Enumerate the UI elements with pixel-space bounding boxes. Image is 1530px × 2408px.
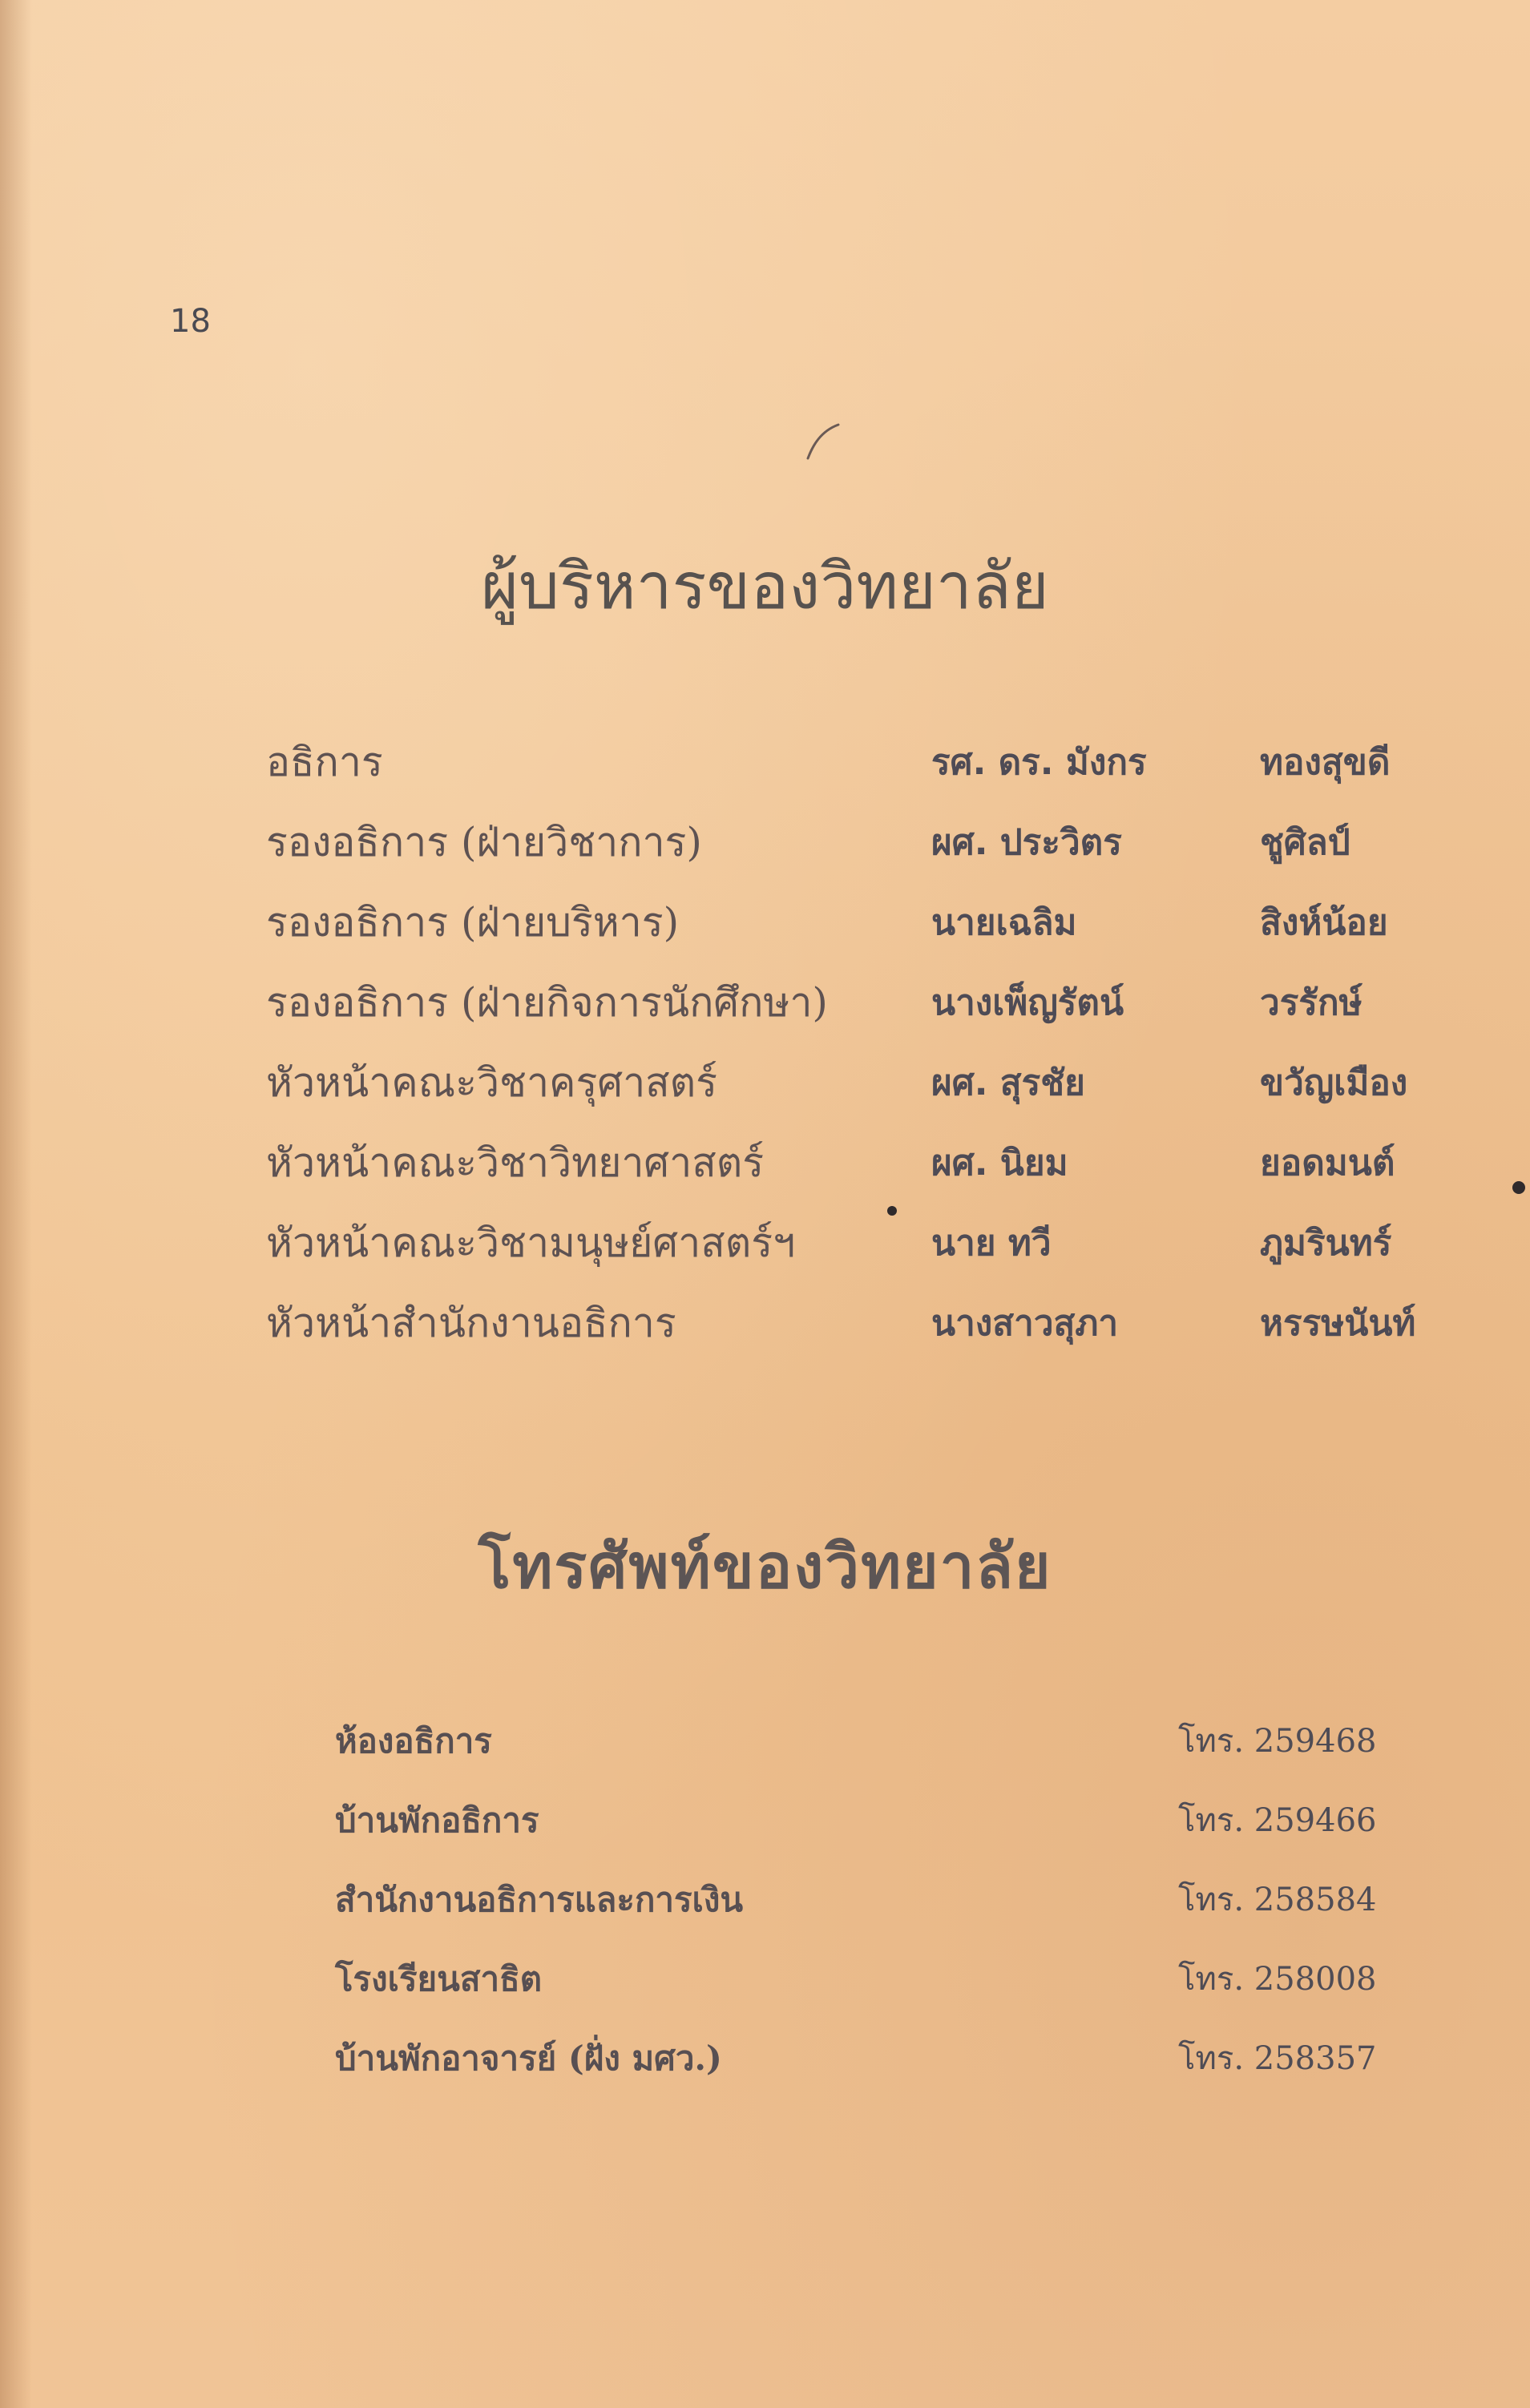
admin-surname: ยอดมนต์	[1260, 1143, 1395, 1184]
admin-position: รองอธิการ (ฝ่ายวิชาการ)	[266, 819, 702, 865]
admin-surname: หรรษนันท์	[1260, 1303, 1416, 1344]
admin-row	[266, 1212, 1516, 1292]
phone-row	[335, 1874, 1409, 1953]
phone-label: โรงเรียนสาธิต	[335, 1959, 542, 1999]
admin-title-name: นายเฉลิม	[931, 902, 1077, 943]
phone-row	[335, 1715, 1409, 1794]
admin-surname: สิงห์น้อย	[1260, 902, 1388, 943]
admin-position: รองอธิการ (ฝ่ายบริหาร)	[266, 899, 680, 946]
phone-number: โทร. 258357	[1178, 2040, 1377, 2077]
admin-row	[266, 1051, 1516, 1131]
admin-title-name: ผศ. สุรชัย	[931, 1063, 1085, 1103]
ink-speck	[1512, 1181, 1525, 1194]
phone-label: สำนักงานอธิการและการเงิน	[335, 1880, 744, 1919]
admin-position: หัวหน้าคณะวิชามนุษย์ศาสตร์ฯ	[266, 1220, 796, 1266]
admin-surname: ทองสุขดี	[1260, 742, 1391, 783]
phone-row	[335, 1953, 1409, 2032]
phone-label: บ้านพักอาจารย์ (ฝั่ง มศว.)	[335, 2039, 722, 2078]
admin-row	[266, 1292, 1516, 1372]
admin-surname: ภูมรินทร์	[1260, 1223, 1392, 1264]
admin-list	[266, 731, 1516, 1372]
phone-label: ห้องอธิการ	[335, 1721, 492, 1761]
phone-row	[335, 2032, 1409, 2112]
admin-position: หัวหน้าสำนักงานอธิการ	[266, 1300, 676, 1346]
admin-position: อธิการ	[266, 739, 383, 785]
admin-surname: ขวัญเมือง	[1260, 1063, 1408, 1103]
pencil-mark	[801, 417, 850, 465]
admin-title-name: นางเพ็ญรัตน์	[931, 982, 1124, 1023]
admin-title-name: ผศ. นิยม	[931, 1143, 1068, 1184]
admin-title-name: ผศ. ประวิตร	[931, 822, 1122, 863]
phone-number: โทร. 259466	[1178, 1802, 1377, 1839]
admin-row	[266, 811, 1516, 891]
admin-section-title: ผู้บริหารของวิทยาลัย	[481, 549, 1049, 623]
phone-list	[335, 1715, 1409, 2112]
admin-row	[266, 1131, 1516, 1212]
phone-number: โทร. 258584	[1178, 1882, 1377, 1918]
admin-row	[266, 731, 1516, 811]
admin-position: รองอธิการ (ฝ่ายกิจการนักศึกษา)	[266, 979, 828, 1026]
admin-surname: ชูศิลป์	[1260, 822, 1350, 863]
phone-number: โทร. 259468	[1178, 1723, 1377, 1760]
page-spine-shadow	[0, 0, 32, 2408]
admin-title-name: นางสาวสุภา	[931, 1303, 1119, 1344]
admin-title-name: รศ. ดร. มังกร	[931, 742, 1147, 783]
phone-label: บ้านพักอธิการ	[335, 1801, 539, 1840]
admin-title-name: นาย ทวี	[931, 1223, 1052, 1264]
phone-number: โทร. 258008	[1178, 1961, 1377, 1998]
admin-row	[266, 891, 1516, 971]
admin-position: หัวหน้าคณะวิชาครุศาสตร์	[266, 1059, 717, 1106]
admin-row	[266, 971, 1516, 1051]
admin-position: หัวหน้าคณะวิชาวิทยาศาสตร์	[266, 1139, 765, 1186]
admin-surname: วรรักษ์	[1260, 982, 1362, 1023]
phone-row	[335, 1794, 1409, 1874]
phone-section-title: โทรศัพท์ของวิทยาลัย	[478, 1531, 1052, 1602]
page-number: 18	[170, 303, 211, 340]
ink-speck	[887, 1206, 897, 1216]
